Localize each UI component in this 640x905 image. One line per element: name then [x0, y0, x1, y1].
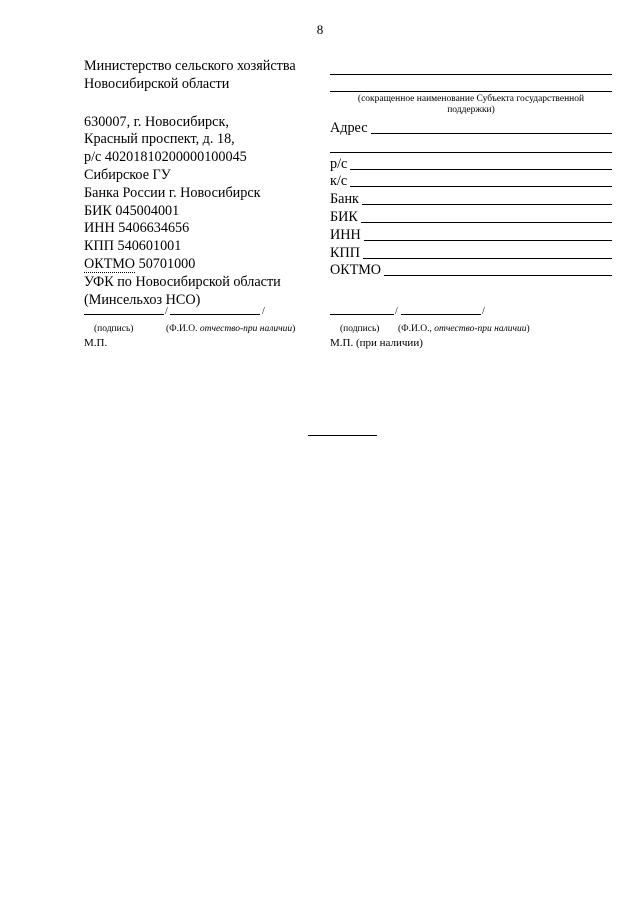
recipient-ks-field	[330, 173, 612, 191]
ministry-kpp: КПП 540601001	[84, 238, 182, 255]
ministry-ufk-line-2: (Минсельхоз НСО)	[84, 291, 201, 308]
bank-line	[362, 192, 612, 205]
ministry-name-line-2: Новосибирской области	[84, 75, 230, 92]
ministry-address-line-2: Красный проспект, д. 18,	[84, 131, 235, 148]
right-signature-line	[330, 314, 394, 315]
right-stamp: М.П. (при наличии)	[330, 337, 423, 349]
ministry-inn: ИНН 5406634656	[84, 220, 190, 237]
address-label: Адрес	[330, 119, 368, 136]
recipient-oktmo-field	[330, 262, 612, 280]
ks-label: к/с	[330, 173, 348, 190]
bik-label: БИК	[330, 208, 358, 225]
left-signature-line	[84, 314, 164, 315]
recipient-bik-field	[330, 208, 612, 226]
oktmo-label-right: ОКТМО	[330, 262, 382, 279]
address-line	[371, 121, 612, 134]
oktmo-line	[384, 263, 612, 276]
left-sign-caption: (подпись)	[94, 324, 134, 334]
right-fio-line	[401, 314, 481, 315]
right-fio-caption: (Ф.И.О., отчество-при наличии)	[398, 324, 530, 334]
ministry-oktmo	[84, 256, 296, 274]
kpp-line	[363, 246, 612, 259]
recipient-name-line-2	[330, 75, 612, 92]
ministry-bank-name: Банка России г. Новосибирск	[84, 184, 261, 201]
recipient-rs-field	[330, 155, 612, 173]
bank-label: Банк	[330, 191, 359, 208]
inn-label: ИНН	[330, 226, 361, 243]
page-number: 8	[316, 22, 324, 37]
ministry-requisites	[84, 58, 296, 309]
right-sign-caption: (подпись)	[340, 324, 380, 334]
kpp-label: КПП	[330, 244, 360, 261]
left-stamp: М.П.	[84, 337, 108, 349]
recipient-requisites	[330, 58, 612, 279]
address-extra-line	[330, 137, 612, 153]
ministry-bik: БИК 045004001	[84, 202, 180, 219]
left-fio-caption: (Ф.И.О. отчество-при наличии)	[166, 324, 296, 334]
rs-label: р/с	[330, 155, 348, 172]
recipient-inn-field	[330, 226, 612, 244]
recipient-address-field	[330, 119, 612, 137]
recipient-kpp-field	[330, 244, 612, 262]
oktmo-label: ОКТМО	[84, 255, 136, 272]
bik-line	[361, 210, 612, 223]
inn-line	[364, 228, 612, 241]
recipient-bank-field	[330, 190, 612, 208]
recipient-name-line-1	[330, 58, 612, 75]
ks-line	[350, 174, 612, 187]
left-fio-line	[170, 314, 260, 315]
ministry-address-line-1: 630007, г. Новосибирск,	[84, 113, 229, 130]
ministry-ufk-line-1: УФК по Новосибирской области	[84, 273, 281, 290]
ministry-bank-branch: Сибирское ГУ	[84, 166, 171, 183]
end-of-document-rule	[308, 435, 377, 436]
rs-line	[350, 157, 612, 170]
oktmo-value: 50701000	[138, 255, 196, 272]
recipient-name-caption: (сокращенное наименование Субъекта государственной поддержки)	[357, 94, 585, 115]
ministry-name-line-1: Министерство сельского хозяйства	[84, 58, 296, 74]
ministry-rs: р/с 40201810200000100045	[84, 149, 247, 166]
